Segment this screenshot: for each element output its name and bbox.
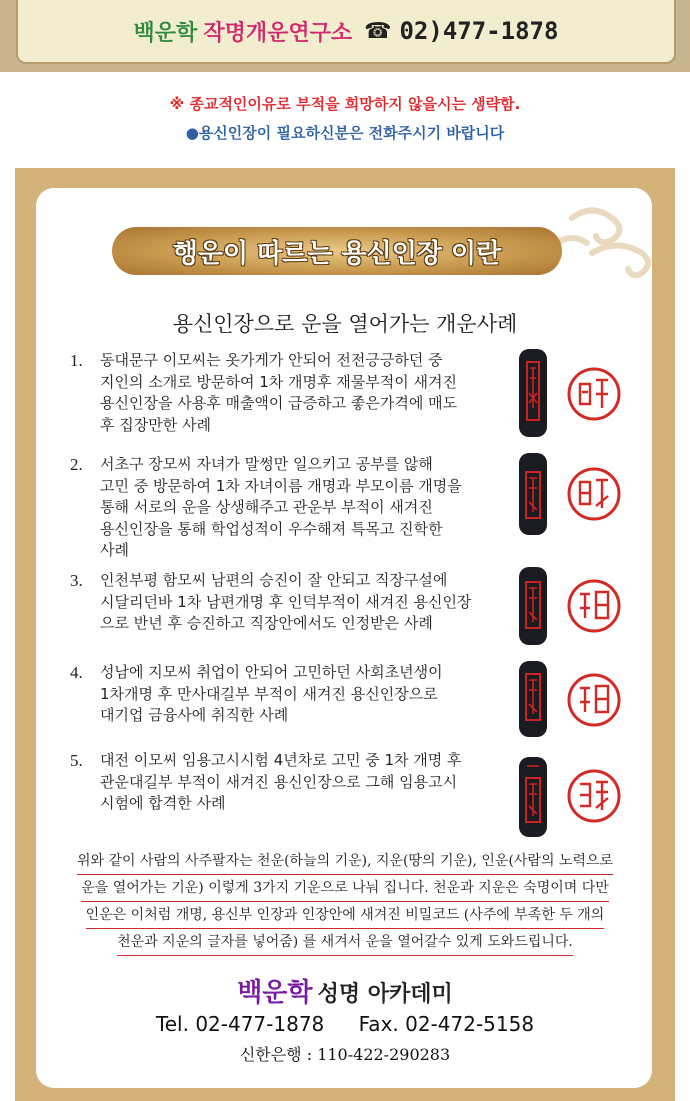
summary-line: 천운과 지운의 글자를 넣어줌) 를 새겨서 운을 열어갈수 있게 도와드립니다. [117,929,573,956]
summary-line: 운을 열어가는 기운) 이렇게 3가지 기운으로 나눠 집니다. 천운과 지운은 숙명이며 다만 [81,875,609,902]
banner-phone[interactable]: 02)477-1878 [399,17,559,45]
case-line: 고민 중 방문하여 1차 자녀이름 개명과 부모이름 개명을 [100,476,462,495]
banner-name: 백운학 [133,20,198,46]
case-line: 동대문구 이모씨는 옷가게가 안되어 전전긍긍하던 중 [100,351,443,369]
academy-suffix: 성명 아카데미 [317,981,453,1007]
case-line: 대기업 금융사에 취직한 사례 [100,706,289,724]
page-subtitle: 용신인장으로 운을 열어가는 개운사례 [172,312,518,336]
academy-name [0,972,690,1009]
banner-box [16,0,676,64]
case-line: 대전 이모씨 임용고시시험 4년차로 고민 중 1차 개명 후 [100,751,462,769]
telephone-icon: ☎ [364,18,392,44]
religion-notice: ※ 종교적인이유로 부적을 희망하지 않을시는 생략함. [169,95,521,113]
seal-call-notice: ●용신인장이 필요하신분은 전화주시기 바랍니다 [185,124,505,142]
fax-number: Fax. 02-472-5158 [358,1012,535,1036]
case-line: 통해 서로의 운을 상생해주고 관운부 부적이 새겨진 [100,498,433,516]
banner-org: 작명개운연구소 [203,20,353,46]
summary-paragraph [50,848,640,956]
case-line: 지인의 소개로 방문하여 1차 개명후 재물부적이 새겨진 [100,372,457,391]
case-line: 시험에 합격한 사례 [100,794,226,812]
summary-line: 위와 같이 사람의 사주팔자는 천운(하늘의 기운), 지운(땅의 기운), 인운(사람의 노력으로 [77,848,613,875]
seal-stamp-icon [518,566,548,646]
case-line: 용신인장을 사용후 매출액이 급증하고 좋은가격에 매도 [100,394,458,412]
case-line: 용신인장을 통해 학업성적이 우수해져 특목고 진학한 [100,519,443,538]
case-line: 으로 반년 후 승진하고 직장안에서도 인정받은 사례 [100,614,433,632]
seal-stamp-icon [518,660,548,738]
cloud-ornament-icon [552,198,652,288]
page-title: 행운이 따르는 용신인장 이란 [172,238,502,269]
case-line: 사례 [100,541,129,559]
case-line: 관운대길부 부적이 새겨진 용신인장으로 그해 임용고시 [100,772,458,791]
seal-stamp-icon [518,756,548,838]
seal-stamp-icon [518,348,548,438]
case-line: 1차개명 후 만사대길부 부적이 새겨진 용신인장으로 [100,684,438,703]
title-banner [112,227,562,275]
academy-brand: 백운학 [237,978,313,1008]
case-line: 서초구 장모씨 자녀가 말썽만 일으키고 공부를 않해 [100,455,433,473]
case-number: 3. [70,571,83,590]
case-number: 5. [70,751,83,770]
contact-info [0,1012,690,1036]
tel-number[interactable]: Tel. 02-477-1878 [155,1012,325,1036]
bank-account: 신한은행 : 110-422-290283 [239,1045,451,1064]
seal-stamp-icon [518,452,548,536]
seal-impression-icon [566,672,622,728]
case-line: 인천부평 함모씨 남편의 승진이 잘 안되고 직장구설에 [100,571,448,589]
case-line: 시달리던바 1차 남편개명 후 인덕부적이 새겨진 용신인장 [100,592,472,611]
case-line: 성남에 지모씨 취업이 안되어 고민하던 사회초년생이 [100,663,443,681]
seal-impression-icon [566,366,622,422]
summary-line: 인운은 이처럼 개명, 용신부 인장과 인장안에 새겨진 비밀코드 (사주에 부족한 두 개의 [86,902,605,929]
seal-impression-icon [566,768,622,824]
case-number: 4. [70,663,83,682]
case-number: 1. [70,351,83,370]
seal-impression-icon [566,578,622,634]
case-line: 후 집장만한 사례 [100,415,211,434]
header-banner [0,0,690,72]
seal-impression-icon [566,466,622,522]
case-number: 2. [70,455,83,474]
